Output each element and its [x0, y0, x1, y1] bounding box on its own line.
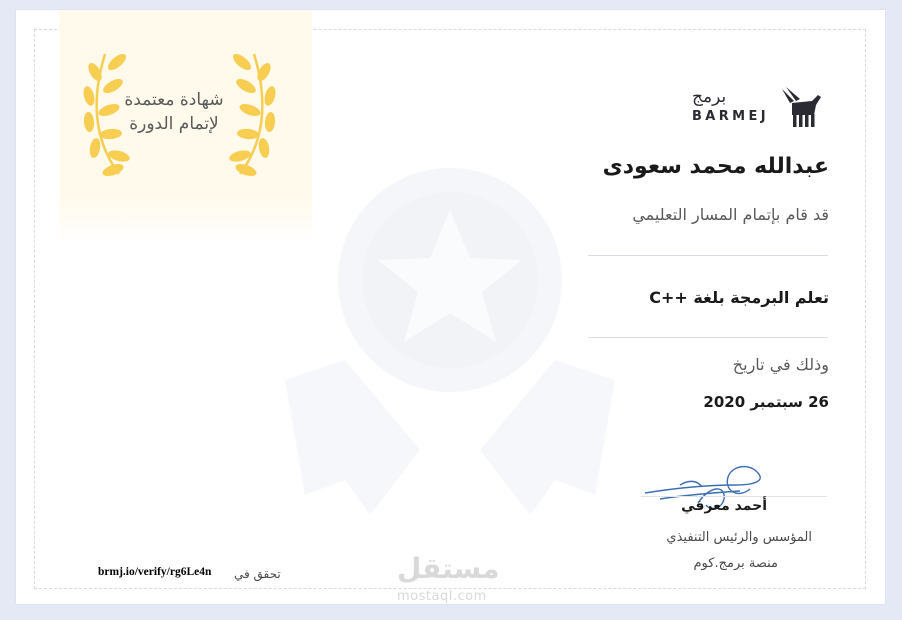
completion-date: 26 سبتمبر 2020 — [703, 393, 829, 411]
brand-logo — [692, 85, 832, 135]
signature-line — [641, 496, 827, 497]
verify-label: تحقق في — [234, 567, 281, 581]
seal-title-line1: شهادة معتمدة — [124, 90, 224, 110]
verify-link[interactable]: brmj.io/verify/rg6Le4n — [98, 566, 212, 578]
seal-ribbon-fade — [59, 195, 312, 245]
brand-name-ar: برمج — [692, 87, 727, 107]
signer-role: المؤسس والرئيس التنفيذي — [666, 530, 812, 545]
pegasus-logo-icon — [780, 85, 822, 129]
divider — [588, 255, 828, 256]
brand-name-en: BARMEJ — [692, 109, 770, 124]
recipient-name: عبدالله محمد سعودى — [602, 154, 829, 179]
completion-statement: قد قام بإتمام المسار التعليمي — [632, 205, 829, 224]
divider — [588, 337, 828, 338]
signer-name: أحمد معرفي — [681, 498, 767, 514]
watermark-text-ar: مستقل — [397, 552, 500, 585]
course-title: تعلم البرمجة بلغة ++C — [649, 288, 829, 307]
seal-title-line2: لإتمام الدورة — [129, 114, 219, 134]
watermark-text-en: mostaql.com — [397, 589, 487, 604]
seal-title — [115, 88, 233, 136]
date-intro: وذلك في تاريخ — [732, 355, 829, 374]
signer-organization: منصة برمج.كوم — [693, 556, 778, 571]
